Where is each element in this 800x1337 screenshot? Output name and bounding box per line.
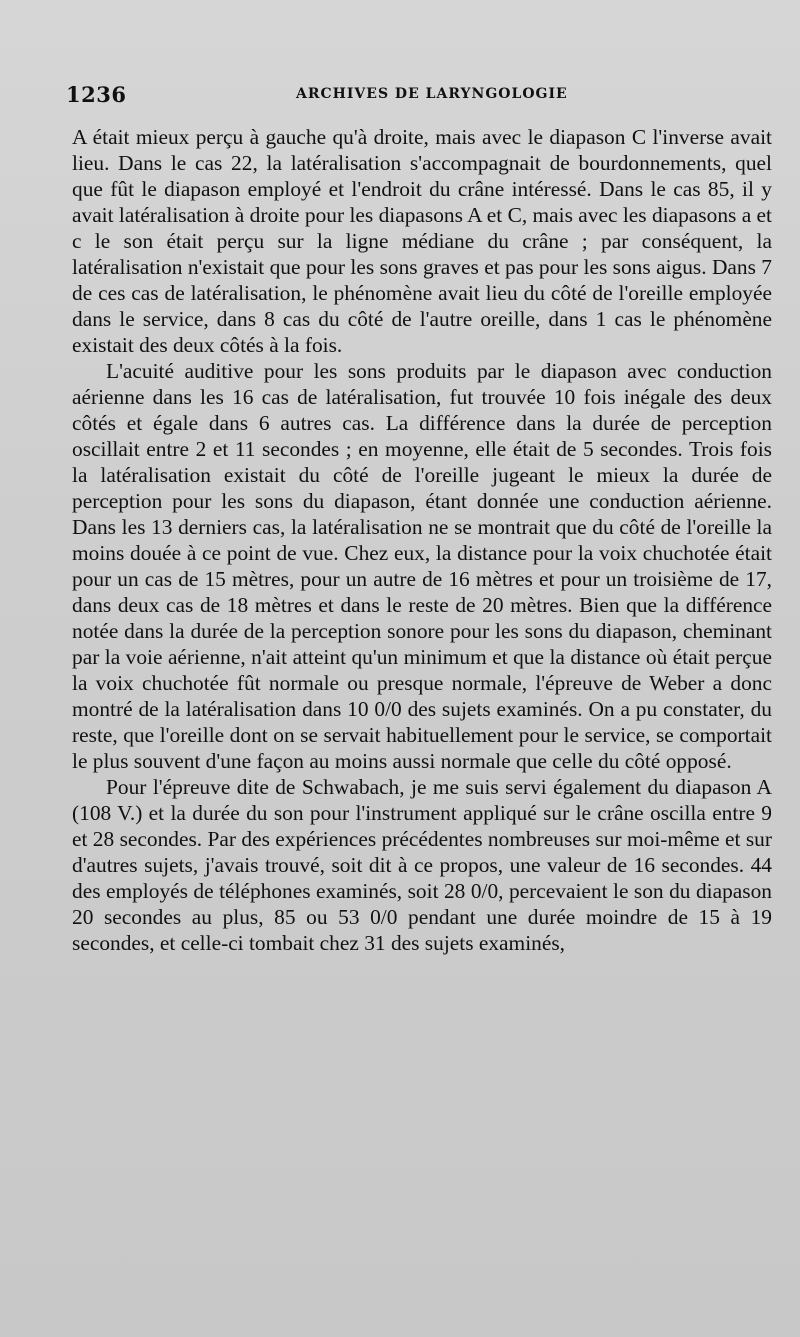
body-text [72, 124, 772, 956]
page-header [66, 82, 770, 112]
running-head: ARCHIVES DE LARYNGOLOGIE [296, 86, 568, 102]
paragraph-3: Pour l'épreuve dite de Schwabach, je me suis servi également du diapason A (108 V.) et la durée du son pour l'instrument appliqué sur le crâne oscilla entre 9 et 28 secondes. Par des expériences précédentes nombreuses sur moi-même et sur d'autres sujets, j'avais trouvé, soit dit à ce propos, une valeur de 16 secondes. 44 des employés de téléphones examinés, soit 28 0/0, percevaient le son du diapason 20 secondes au plus, 85 ou 53 0/0 pendant une durée moindre de 15 à 19 secondes, et celle-ci tombait chez 31 des sujets examinés, [72, 775, 772, 955]
paragraph-2: L'acuité auditive pour les sons produits par le diapason avec conduction aérienne dans les 16 cas de latéralisation, fut trouvée 10 fois inégale des deux côtés et égale dans 6 autres cas. La différence dans la durée de perception oscillait entre 2 et 11 secondes ; en moyenne, elle était de 5 secondes. Trois fois la latéralisation existait du côté de l'oreille jugeant le mieux la durée de perception pour les sons du diapason, étant donnée une conduction aérienne. Dans les 13 derniers cas, la latéralisation ne se montrait que du côté de l'oreille la moins douée à ce point de vue. Chez eux, la distance pour la voix chuchotée était pour un cas de 15 mètres, pour un autre de 16 mètres et pour un troisième de 17, dans deux cas de 18 mètres et dans le reste de 20 mètres. Bien que la différence notée dans la durée de la perception sonore pour les sons du diapason, cheminant par la voie aérienne, n'ait atteint qu'un minimum et que la distance où était perçue la voix chuchotée fût normale ou presque normale, l'épreuve de Weber a donc montré de la latéralisation dans 10 0/0 des sujets examinés. On a pu constater, du reste, que l'oreille dont on se servait habituellement pour le service, se comportait le plus souvent d'une façon au moins aussi normale que celle du côté opposé. [72, 359, 772, 773]
page-number: 1236 [66, 82, 127, 107]
paragraph-1: A était mieux perçu à gauche qu'à droite, mais avec le diapason C l'inverse avait lieu. Dans le cas 22, la latéralisation s'accompagnait de bourdonnements, quel que fût le diapason employé et l'endroit du crâne intéressé. Dans le cas 85, il y avait latéralisation à droite pour les diapasons A et C, mais avec les diapasons a et c le son était perçu sur la ligne médiane du crâne ; par conséquent, la latéralisation n'existait que pour les sons graves et pas pour les sons aigus. Dans 7 de ces cas de latéralisation, le phénomène avait lieu du côté de l'oreille employée dans le service, dans 8 cas du côté de l'autre oreille, dans 1 cas le phénomène existait des deux côtés à la fois. [72, 125, 772, 357]
